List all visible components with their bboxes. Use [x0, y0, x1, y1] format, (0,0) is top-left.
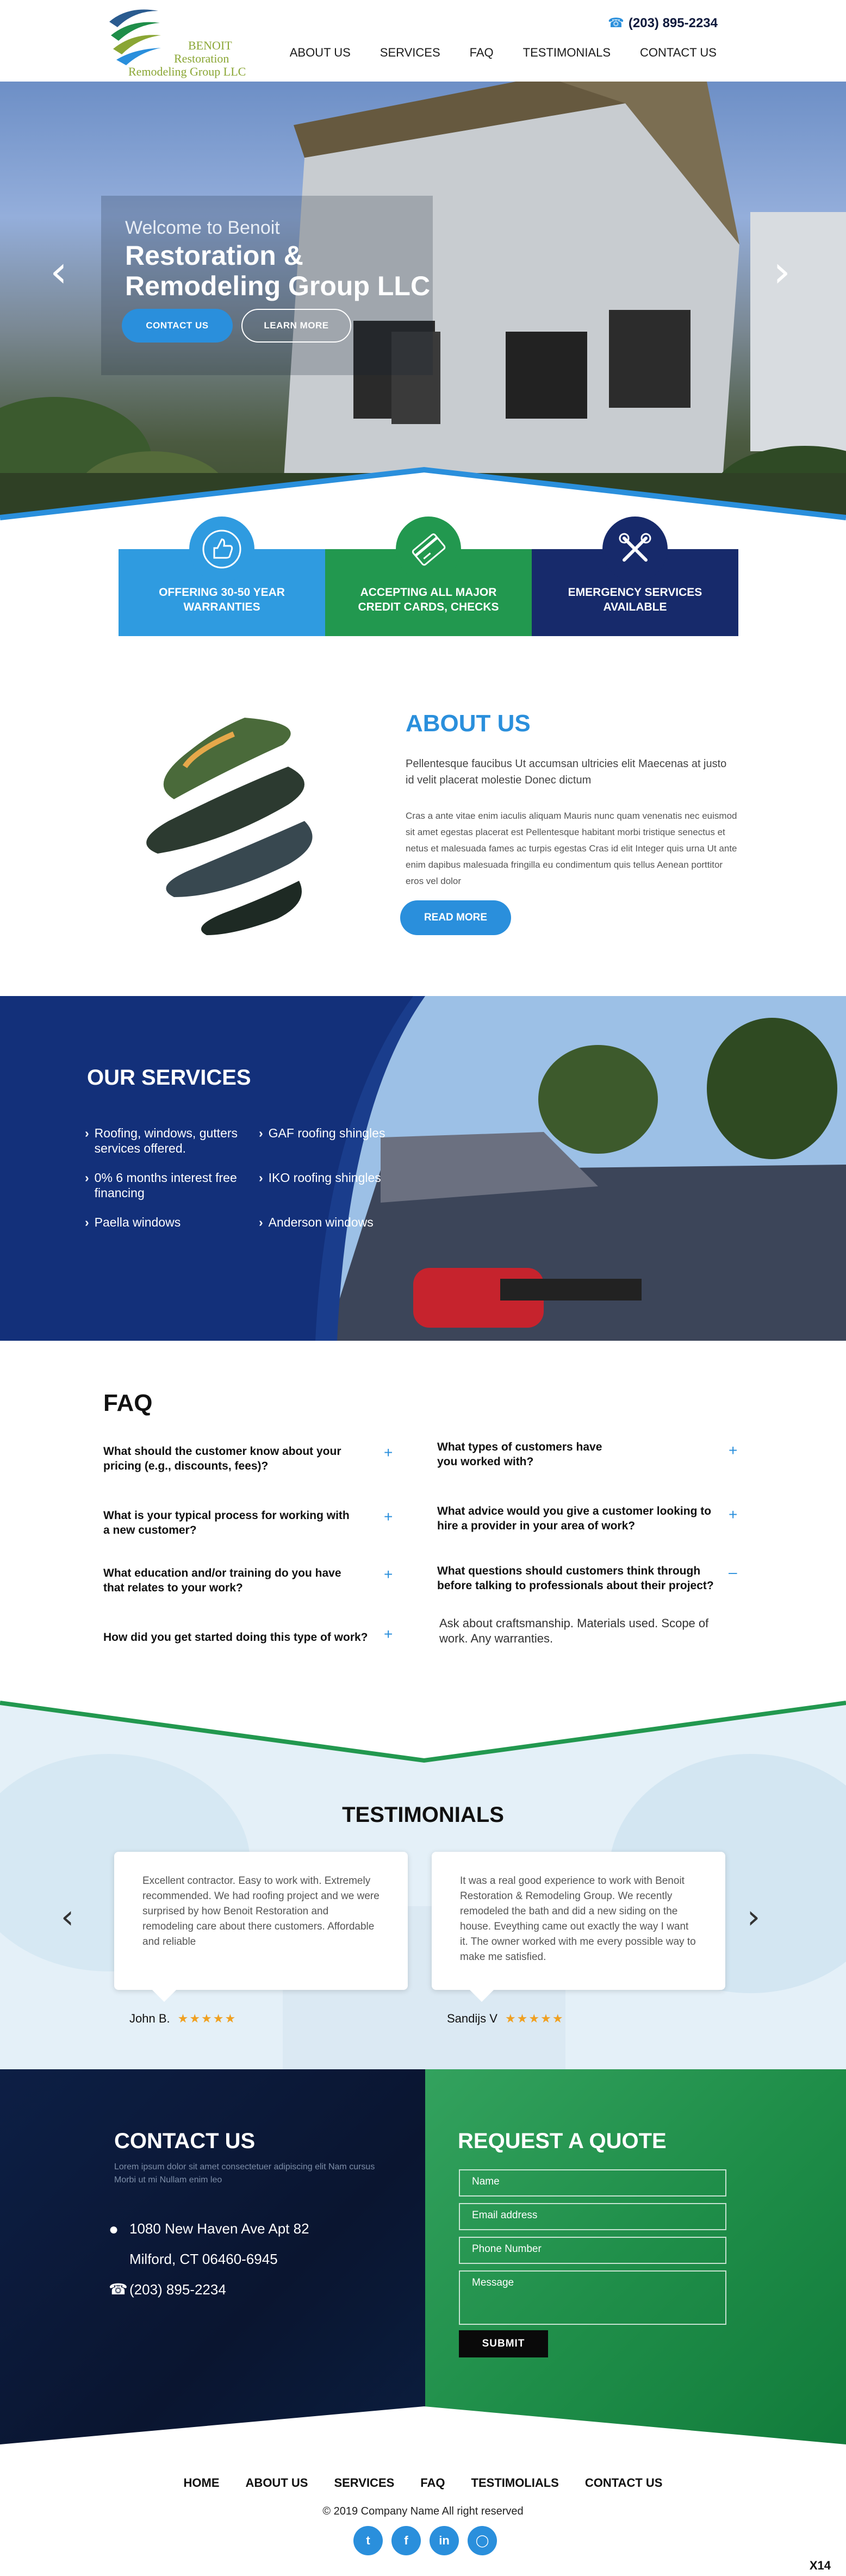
- faq-question[interactable]: What questions should customers think through before talking to professionals about their project?: [437, 1565, 714, 1592]
- faq-question[interactable]: What education and/or training do you have that relates to your work?: [103, 1567, 341, 1594]
- phone-icon: ☎: [607, 16, 624, 30]
- feature-warranties: [119, 549, 325, 636]
- services-section: [0, 996, 846, 1341]
- service-label: Roofing, windows, gutters services offered.: [94, 1126, 238, 1155]
- logo-line2: Restoration: [174, 52, 229, 65]
- linkedin-icon[interactable]: in: [430, 2526, 459, 2555]
- hero-learn-more-button[interactable]: LEARN MORE: [241, 309, 351, 343]
- feature-emergency-label: EMERGENCY SERVICES AVAILABLE: [568, 586, 702, 613]
- service-item: [259, 1170, 400, 1185]
- instagram-icon[interactable]: ◯: [468, 2526, 497, 2555]
- faq-question[interactable]: What advice would you give a customer looking to hire a provider in your area of work?: [437, 1505, 712, 1532]
- nav-faq[interactable]: FAQ: [469, 46, 494, 59]
- header-phone[interactable]: [608, 15, 718, 31]
- testimonial-author: [447, 2012, 564, 2026]
- site-footer: [0, 2466, 846, 2576]
- faq-title: FAQ: [103, 1390, 153, 1416]
- feature-warranties-label: OFFERING 30-50 YEAR WARRANTIES: [159, 586, 285, 613]
- nav-testimonials[interactable]: TESTIMONIALS: [522, 46, 611, 59]
- chevron-right-icon[interactable]: ›: [747, 1898, 760, 1936]
- plus-icon[interactable]: +: [729, 1442, 738, 1459]
- testimonials-section: [0, 1700, 846, 2069]
- chevron-left-icon[interactable]: ‹: [50, 246, 67, 297]
- contact-address-line2: Milford, CT 06460-6945: [129, 2251, 278, 2267]
- tools-icon: [602, 517, 668, 582]
- contact-title: CONTACT US: [114, 2129, 256, 2153]
- service-label: 0% 6 months interest free financing: [94, 1171, 237, 1200]
- credit-card-icon: [396, 517, 461, 582]
- logo-swoosh-icon: [107, 5, 166, 71]
- corner-tag: X14: [809, 2559, 831, 2572]
- chevron-right-icon: ›: [259, 1171, 263, 1185]
- author-name: Sandijs V: [447, 2012, 497, 2025]
- plus-icon[interactable]: +: [729, 1506, 738, 1523]
- footer-nav: [0, 2476, 846, 2490]
- contact-section: [0, 2069, 846, 2466]
- hero-welcome: Welcome to Benoit: [125, 217, 280, 238]
- logo-line1: BENOIT: [188, 39, 232, 52]
- testimonial-author: [129, 2012, 237, 2026]
- faq-question[interactable]: What is your typical process for working with a new customer?: [103, 1509, 350, 1536]
- service-item: [259, 1215, 400, 1230]
- logo[interactable]: [107, 5, 248, 76]
- chevron-right-icon: ›: [85, 1126, 89, 1140]
- service-label: Anderson windows: [268, 1215, 374, 1229]
- nav-about-us[interactable]: ABOUT US: [289, 46, 351, 59]
- footer-nav-about-us[interactable]: ABOUT US: [245, 2476, 308, 2490]
- author-name: John B.: [129, 2012, 170, 2025]
- about-swirl-graphic: [125, 707, 353, 946]
- service-item: [85, 1215, 248, 1230]
- footer-nav-services[interactable]: SERVICES: [334, 2476, 395, 2490]
- service-item: [85, 1125, 248, 1156]
- plus-icon[interactable]: +: [384, 1444, 393, 1461]
- nav-contact-us[interactable]: CONTACT US: [640, 46, 717, 59]
- chevron-right-icon: ›: [259, 1126, 263, 1140]
- plus-icon[interactable]: +: [384, 1566, 393, 1583]
- chevron-right-icon[interactable]: ›: [773, 246, 791, 297]
- testimonial-card: [114, 1852, 408, 1990]
- hero-contact-button[interactable]: CONTACT US: [122, 309, 233, 343]
- header-phone-number: (203) 895-2234: [628, 15, 718, 30]
- footer-nav-home[interactable]: HOME: [183, 2476, 220, 2490]
- minus-icon[interactable]: –: [729, 1564, 737, 1581]
- service-item: [259, 1125, 400, 1141]
- about-body: Cras a ante vitae enim iaculis aliquam Mauris nunc quam venenatis nec euismod sit amet egestas placerat est Pellentesque habitant morbi tristique senectus et netus et malesuada fames ac turpis egestas Cras id elit Integer quis urna Ut ante enim dapibus malesuada fringilla eu condimentum quis tellus Aenean porttitor eros vel dolor: [406, 811, 737, 886]
- plus-icon[interactable]: +: [384, 1508, 393, 1525]
- services-title: OUR SERVICES: [87, 1066, 251, 1090]
- testimonial-text: It was a real good experience to work with Benoit Restoration & Remodeling Group. We recently remodeled the bath and did a new siding on the house. Eveything came out exactly the way I want it. The owner worked with me every possible way to make me satisfied.: [460, 1875, 696, 1963]
- read-more-button[interactable]: READ MORE: [400, 900, 511, 935]
- service-item: [85, 1170, 248, 1200]
- feature-emergency: [532, 549, 738, 636]
- faq-question[interactable]: How did you get started doing this type of work?: [103, 1631, 368, 1644]
- facebook-icon[interactable]: f: [391, 2526, 421, 2555]
- submit-button[interactable]: SUBMIT: [459, 2330, 548, 2357]
- about-lead: Pellentesque faucibus Ut accumsan ultricies elit Maecenas at justo id velit placerat molestie Donec dictum: [406, 758, 727, 786]
- logo-line3: Remodeling Group LLC: [128, 65, 246, 78]
- hero-banner: [0, 82, 846, 533]
- phone-field[interactable]: Phone Number: [459, 2237, 726, 2264]
- service-label: Paella windows: [94, 1215, 181, 1229]
- footer-nav-testimonials[interactable]: TESTIMOLIALS: [471, 2476, 559, 2490]
- location-pin-icon: ●: [109, 2220, 119, 2238]
- services-roof-photo: [0, 996, 846, 1341]
- contact-address-line1: 1080 New Haven Ave Apt 82: [129, 2220, 309, 2237]
- plus-icon[interactable]: +: [384, 1626, 393, 1642]
- chevron-right-icon: ›: [85, 1171, 89, 1185]
- about-title: ABOUT US: [406, 710, 531, 737]
- faq-answer: Ask about craftsmanship. Materials used. Scope of work. Any warranties.: [439, 1616, 709, 1645]
- feature-credit-cards-label: ACCEPTING ALL MAJOR CREDIT CARDS, CHECKS: [358, 586, 499, 613]
- contact-subtitle: Lorem ipsum dolor sit amet consectetuer adipiscing elit Nam cursus Morbi ut mi Nullam enim leo: [114, 2162, 375, 2185]
- name-field[interactable]: Name: [459, 2169, 726, 2197]
- footer-nav-contact-us[interactable]: CONTACT US: [584, 2476, 663, 2490]
- feature-credit-cards: [325, 549, 532, 636]
- phone-icon: ☎: [109, 2281, 128, 2298]
- message-field[interactable]: Message: [459, 2270, 726, 2325]
- star-rating-icon: ★★★★★: [505, 2012, 564, 2025]
- footer-nav-faq[interactable]: FAQ: [420, 2476, 445, 2490]
- hero-title: Restoration & Remodeling Group LLC: [125, 240, 431, 301]
- copyright: © 2019 Company Name All right reserved: [322, 2505, 524, 2517]
- main-nav: [290, 46, 717, 60]
- thumbs-up-badge-icon: [189, 517, 254, 582]
- chevron-left-icon[interactable]: ‹: [61, 1898, 74, 1936]
- twitter-icon[interactable]: t: [353, 2526, 383, 2555]
- service-label: GAF roofing shingles: [268, 1126, 385, 1140]
- social-links: [353, 2526, 497, 2555]
- nav-services[interactable]: SERVICES: [380, 46, 440, 59]
- faq-question[interactable]: What should the customer know about your pricing (e.g., discounts, fees)?: [103, 1445, 341, 1472]
- chevron-right-icon: ›: [259, 1215, 263, 1229]
- site-header: [0, 0, 846, 82]
- faq-question[interactable]: What types of customers have you worked with?: [437, 1441, 602, 1468]
- testimonials-title: TESTIMONIALS: [342, 1803, 504, 1827]
- quote-title: REQUEST A QUOTE: [458, 2129, 667, 2153]
- contact-phone[interactable]: (203) 895-2234: [129, 2281, 226, 2298]
- testimonial-card: [432, 1852, 725, 1990]
- chevron-right-icon: ›: [85, 1215, 89, 1229]
- star-rating-icon: ★★★★★: [177, 2012, 237, 2025]
- service-label: IKO roofing shingles: [268, 1171, 381, 1185]
- testimonial-text: Excellent contractor. Easy to work with. Extremely recommended. We had roofing project and we were surprised by how Benoit Restoration and remodeling care about there customers. Affordable and reliable: [142, 1875, 380, 1947]
- email-field[interactable]: Email address: [459, 2203, 726, 2230]
